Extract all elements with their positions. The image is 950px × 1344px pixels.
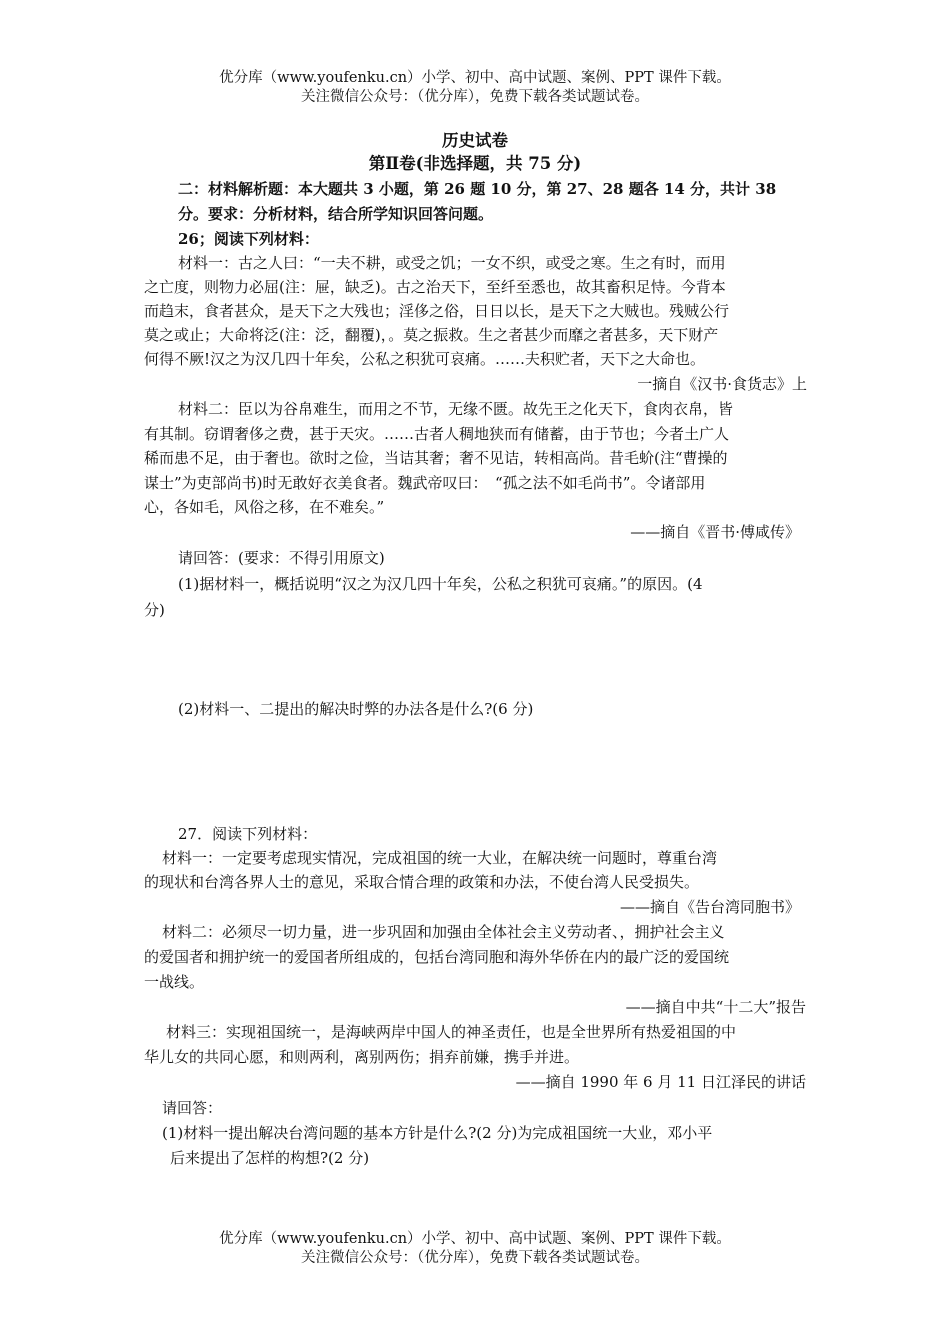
q26-m2-line: 心，各如毛，风俗之移，在不难矣。” [144,498,385,516]
q26-label: 26；阅读下列材料： [178,230,319,248]
q26-question-1: (1)据材料一，概括说明“汉之为汉几四十年矣，公私之积犹可哀痛。”的原因。(4 [178,575,703,593]
page-subtitle: 第Ⅱ卷(非选择题，共 75 分) [368,154,582,173]
q26-m2-source: ——摘自《晋书·傅咸传》 [630,523,800,541]
q26-m2-line: 稀而患不足，由于奢也。欲时之俭，当诘其奢；奢不见诘，转相高尚。昔毛蚧(注“曹操的 [144,449,728,467]
q27-m3-line: 华儿女的共同心愿，和则两利，离别两伤；捐弃前嫌，携手并进。 [144,1048,580,1066]
q26-ask: 请回答：(要求：不得引用原文) [178,549,385,567]
q27-m2-line: 一战线。 [144,973,205,991]
footer-line-1: 优分库（www.youfenku.cn）小学、初中、高中试题、案例、PPT 课件下载。 [219,1231,731,1247]
q26-question-1-cont: 分) [144,601,165,619]
q27-m1-source: ——摘自《告台湾同胞书》 [619,898,800,916]
footer-line-2: 关注微信公众号：（优分库），免费下载各类试题试卷。 [301,1250,649,1266]
q26-m1-line: 而趋末，食者甚众，是天下之大残也；淫侈之俗，日日以长，是天下之大贼也。残贼公行 [144,302,730,320]
q26-m1-line: 何得不厥!汉之为汉几四十年矣，公私之积犹可哀痛。……夫积贮者，天下之大命也。 [144,350,706,368]
section-intro-line-1: 二：材料解析题：本大题共 3 小题，第 26 题 10 分，第 27、28 题各 14 分，共计 38 [178,180,777,198]
q27-m1-line: 材料一：一定要考虑现实情况，完成祖国的统一大业，在解决统一问题时，尊重台湾 [162,849,718,867]
q26-m2-line: 有其制。窃谓奢侈之费，甚于天灾。……古者人稠地狭而有储蓄，由于节也；今者土广人 [144,425,730,443]
q27-ask: 请回答： [162,1099,223,1117]
page-title: 历史试卷 [442,131,508,150]
q27-m1-line: 的现状和台湾各界人士的意见，采取合情合理的政策和办法，不使台湾人民受损失。 [144,873,700,891]
q27-m2-line: 材料二：必须尽一切力量，进一步巩固和加强由全体社会主义劳动者、，拥护社会主义 [162,923,725,941]
q26-m1-source: 一摘自《汉书·食货志》上 [637,375,807,393]
q26-question-2: (2)材料一、二提出的解决时弊的办法各是什么?(6 分) [178,700,534,718]
header-line-2: 关注微信公众号：（优分库），免费下载各类试题试卷。 [301,89,649,105]
q26-m1-line: 材料一：古之人曰：“一夫不耕，或受之饥；一女不织，或受之寒。生之有时，而用 [178,254,726,272]
q26-m2-line: 谋士”为吏部尚书)时无敢好衣美食者。魏武帝叹曰： “孤之法不如毛尚书”。令诸部用 [144,474,706,492]
q27-label: 27．阅读下列材料： [178,825,318,843]
section-intro-line-2: 分。要求：分析材料，结合所学知识回答问题。 [178,205,494,223]
q27-m3-source: ——摘自 1990 年 6 月 11 日江泽民的讲话 [515,1073,806,1091]
header-line-1: 优分库（www.youfenku.cn）小学、初中、高中试题、案例、PPT 课件下载。 [219,70,731,86]
q27-m2-source: ——摘自中共“十二大”报告 [625,998,806,1016]
q26-m1-line: 莫之或止；大命将泛(注：泛，翻覆)，。莫之振救。生之者甚少而靡之者甚多，天下财产 [144,326,719,344]
q27-m3-line: 材料三：实现祖国统一，是海峡两岸中国人的神圣责任，也是全世界所有热爱祖国的中 [166,1023,737,1041]
q26-m1-line: 之亡度，则物力必屈(注：屉，缺乏)。古之治天下，至纤至悉也，故其畜积足恃。今背本 [144,278,726,296]
q27-m2-line: 的爱国者和拥护统一的爱国者所组成的，包括台湾同胞和海外华侨在内的最广泛的爱国统 [144,948,730,966]
q26-m2-line: 材料二：臣以为谷帛难生，而用之不节，无缘不匮。故先王之化天下，食肉衣帛，皆 [178,400,734,418]
q27-question-1: (1)材料一提出解决台湾问题的基本方针是什么?(2 分)为完成祖国统一大业，邓小平 [162,1124,713,1142]
q27-question-1-cont: 后来提出了怎样的构想?(2 分) [170,1149,370,1167]
